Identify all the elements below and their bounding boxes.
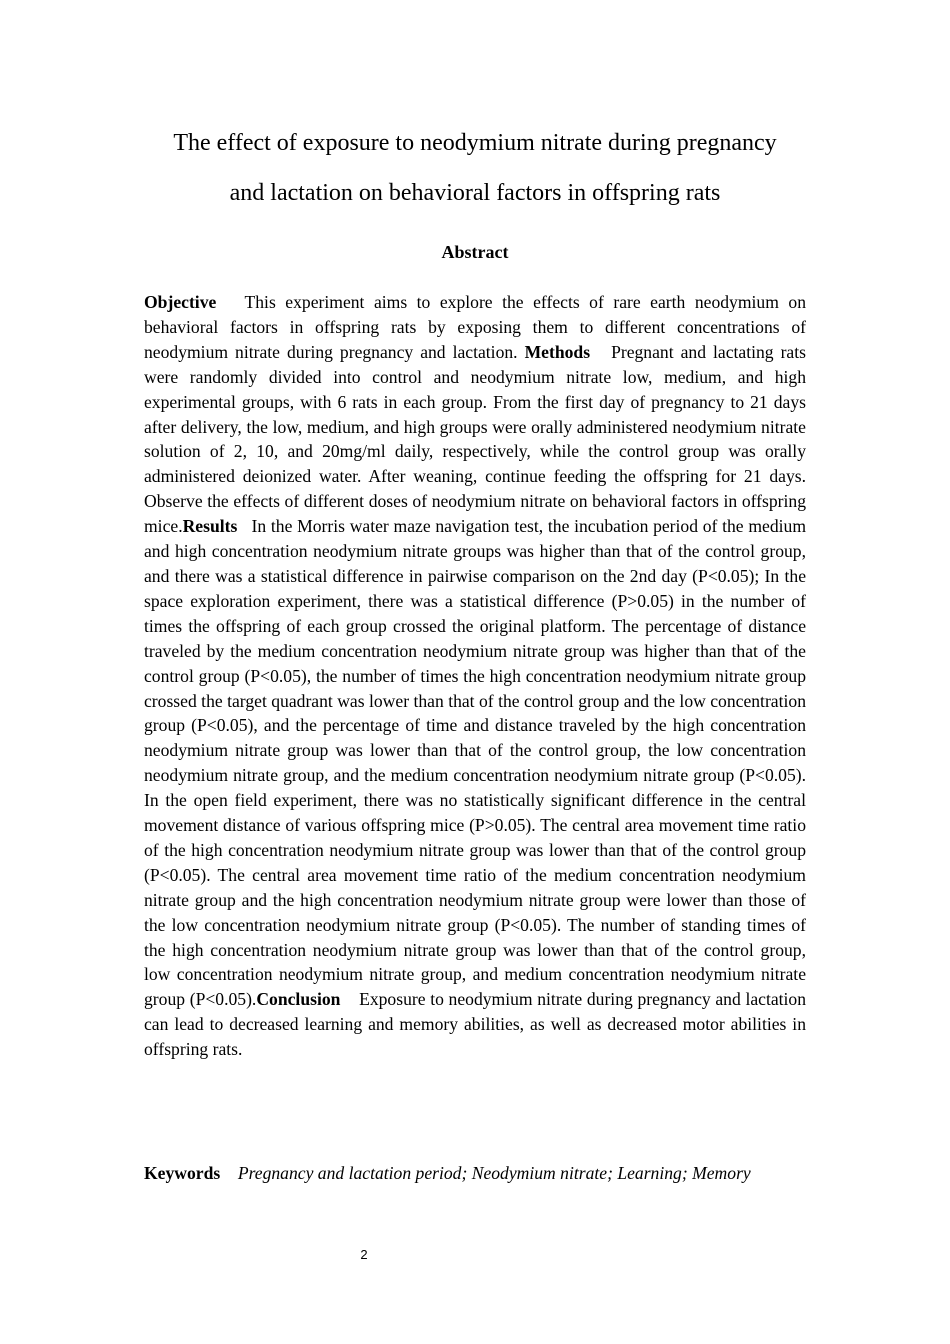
paper-title-line-1: The effect of exposure to neodymium nitrate during pregnancy — [173, 130, 777, 156]
methods-text: Pregnant and lactating rats were randomly divided into control and neodymium nitrate low, medium, and high experimental groups, with 6 rats in each group. From the first day of pregnancy to 21 days after delivery, the low, medium, and high groups were orally administered neodymium nitrate solution of 2, 10, and 20mg/ml daily, respectively, while the control group was orally administered deionized water. After weaning, continue feeding the offspring for 21 days. Observe the effects of different doses of neodymium nitrate on behavioral factors in offspring mice. — [144, 341, 806, 537]
results-label: Results — [182, 516, 238, 537]
paper-title-line-2: and lactation on behavioral factors in offspring rats — [229, 180, 721, 206]
conclusion-label: Conclusion — [256, 989, 341, 1010]
objective-label: Objective — [144, 292, 217, 312]
abstract-body — [144, 290, 806, 1062]
abstract-heading: Abstract — [441, 242, 509, 262]
objective-text: This experiment aims to explore the effects of rare earth neodymium on behavioral factors in offspring rats by exposing them to different concentrations of neodymium nitrate during pregnancy and lactation. — [144, 292, 806, 362]
keywords-paragraph — [144, 1161, 806, 1186]
conclusion-text: Exposure to neodymium nitrate during pregnancy and lactation can lead to decreased learning and memory abilities, as well as decreased motor abilities in offspring rats. — [144, 989, 807, 1060]
keywords-text: Pregnancy and lactation period; Neodymium nitrate; Learning; Memory — [237, 1163, 751, 1183]
keywords-label: Keywords — [144, 1163, 221, 1183]
results-text: In the Morris water maze navigation test, the incubation period of the medium and high concentration neodymium nitrate groups was higher than that of the control group, and there was a statistical difference in pairwise comparison on the 2nd day (P<0.05); In the space exploration experiment, there was a statistical difference (P>0.05) in the number of times the offspring of each group crossed the original platform. The percentage of distance traveled by the medium concentration neodymium nitrate group was higher than that of the control group (P<0.05), the number of times the high concentration neodymium nitrate group crossed the target quadrant was lower than that of the control group and the low concentration group (P<0.05), and the percentage of time and distance traveled by the high concentration neodymium nitrate group was lower than that of the control group, the low concentration neodymium nitrate group, and the medium concentration neodymium nitrate group (P<0.05). In the open field experiment, there was no statistically significant difference in the central movement distance of various offspring mice (P>0.05). The central area movement time ratio of the high concentration neodymium nitrate group was lower than that of the control group (P<0.05). The central area movement time ratio of the medium concentration neodymium nitrate group and the high concentration neodymium nitrate group were lower than those of the low concentration neodymium nitrate group (P<0.05). The number of standing times of the high concentration neodymium nitrate group was lower than that of the control group, low concentration neodymium nitrate group, and medium concentration neodymium nitrate group (P<0.05). — [144, 516, 806, 1010]
methods-label: Methods — [524, 341, 591, 362]
page-number: 2 — [360, 1247, 368, 1262]
paper-title — [120, 118, 830, 218]
